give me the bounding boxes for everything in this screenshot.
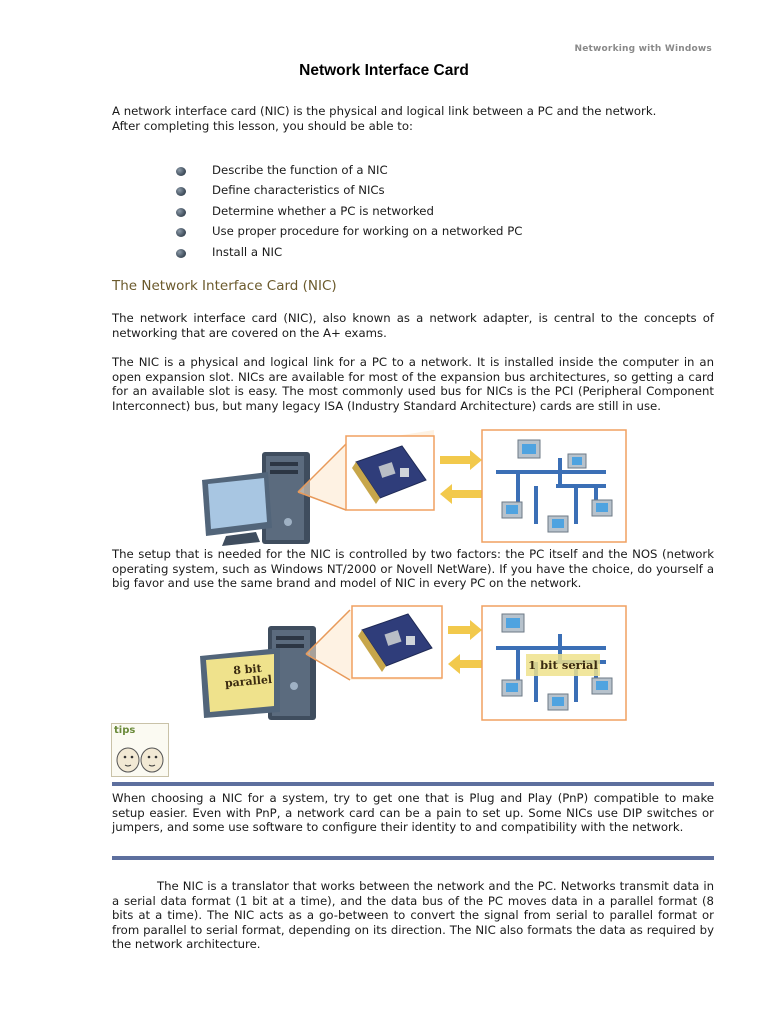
- list-item: [176, 181, 522, 201]
- bit-format-figure: [196, 604, 628, 724]
- page-title: Network Interface Card: [299, 62, 469, 79]
- bullet-icon: [176, 228, 186, 237]
- tips-label: tips: [114, 725, 136, 736]
- parallel-label-line1: 8 bit: [232, 661, 263, 678]
- bullet-icon: [176, 249, 186, 258]
- bullet-icon: [176, 187, 186, 196]
- list-item-text: Define characteristics of NICs: [212, 183, 385, 198]
- nic-card-icon: [352, 606, 442, 678]
- section-paragraph-1: The network interface card (NIC), also known as a network adapter, is central to the concepts of networking that are covered on the A+ exams.: [112, 311, 714, 340]
- serial-label: 1 bit serial: [528, 658, 598, 672]
- arrow-icon: [440, 450, 482, 504]
- bullet-icon: [176, 167, 186, 176]
- tips-icon: [111, 723, 169, 777]
- tip-text: When choosing a NIC for a system, try to get one that is Plug and Play (PnP) compatible to make setup easier. Even with PnP, a network card can be a pain to set up. Some NICs use DIP switches or jumpers, and some use software to configure their identity to and compatibility with the network.: [112, 791, 714, 835]
- list-item-text: Use proper procedure for working on a networked PC: [212, 224, 523, 239]
- intro-paragraph: [112, 104, 714, 133]
- nic-network-figure: [196, 428, 628, 548]
- arrow-icon: [448, 620, 482, 674]
- section-heading: The Network Interface Card (NIC): [112, 278, 337, 294]
- closing-paragraph: [112, 879, 714, 952]
- parallel-label-line2: parallel: [224, 672, 273, 691]
- intro-objectives-lead: After completing this lesson, you should be able to:: [112, 118, 413, 133]
- running-head: Networking with Windows: [574, 44, 712, 54]
- list-item: [176, 243, 522, 263]
- list-item: [176, 202, 522, 222]
- list-item-text: Determine whether a PC is networked: [212, 203, 434, 218]
- bullet-icon: [176, 208, 186, 217]
- section-paragraph-2: The NIC is a physical and logical link for a PC to a network. It is installed inside the computer in an open expansion slot. NICs are available for most of the expansion bus architectures, so getting a card for an available slot is easy. The most commonly used bus for NICs is the PCI (Peripheral Component Interconnect) bus, but many legacy ISA (Industry Standard Architecture) cards are still in use.: [112, 355, 714, 413]
- list-item: [176, 161, 522, 181]
- nic-card-icon: [346, 436, 434, 510]
- network-diagram-icon: [482, 430, 626, 542]
- list-item-text: Install a NIC: [212, 244, 283, 259]
- closing-text: The NIC is a translator that works between the network and the PC. Networks transmit data in a serial data format (1 bit at a time), and the data bus of the PC moves data in a parallel format (8 bits at a time). The NIC acts as a go-between to convert the signal from serial to parallel format or from parallel to serial format, depending on its direction. The NIC also formats the data as required by the network architecture.: [112, 879, 714, 952]
- list-item: [176, 222, 522, 242]
- list-item-text: Describe the function of a NIC: [212, 163, 388, 177]
- tip-divider-top: [112, 782, 714, 786]
- intro-text: A network interface card (NIC) is the physical and logical link between a PC and the network.: [112, 104, 657, 118]
- tip-divider-bottom: [112, 856, 714, 860]
- computer-icon: [202, 452, 310, 546]
- section-paragraph-3: The setup that is needed for the NIC is controlled by two factors: the PC itself and the NOS (network operating system, such as Windows NT/2000 or Novell NetWare). If you have the choice, do yourself a big favor and use the same brand and model of NIC in every PC on the network.: [112, 547, 714, 591]
- objectives-list: [176, 161, 522, 263]
